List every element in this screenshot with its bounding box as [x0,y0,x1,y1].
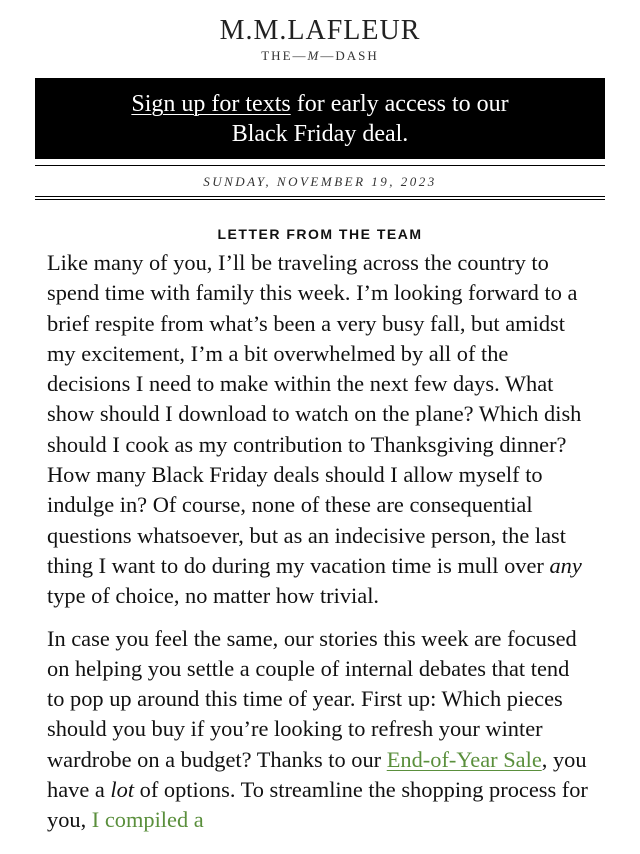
sms-signup-banner [35,78,605,159]
sign-up-for-texts-link[interactable]: Sign up for texts [131,91,291,117]
issue-date: SUNDAY, NOVEMBER 19, 2023 [203,174,437,189]
tagline-m: M [307,48,321,63]
brand-tagline [0,48,640,64]
masthead [0,0,640,64]
banner-text-1: for early access to our [290,91,509,117]
divider [35,199,605,200]
tagline-prefix: THE— [261,48,308,63]
banner-line-1 [35,89,605,119]
banner-line-2: Black Friday deal. [231,121,409,147]
brand-logo[interactable]: M.M.LAFLEUR [219,15,421,46]
paragraph-2-text-3: of options. To streamline the shopping process for you, [47,777,588,833]
paragraph-1 [47,248,592,612]
tagline-suffix: —DASH [320,48,379,63]
paragraph-2 [47,624,592,836]
paragraph-1-text: Like many of you, I’ll be traveling across the country to spend time with family this week. I’m looking forward to a brief respite from what’s been a very busy fall, but amidst my excitement, I’m a bit overwhelmed by all of the decisions I need to make within the next few days. What show should I download to watch on the plane? Which dish should I cook as my contribution to Thanksgiving dinner? How many Black Friday deals should I allow myself to indulge in? Of course, none of these are consequential questions whatsoever, but as an indecisive person, the last thing I want to do during my vacation time is mull over [47,250,582,578]
divider [35,196,605,197]
emphasis-any: any [549,552,582,578]
paragraph-2-text: In case you feel the same, our stories this week are focused on helping you settle a couple of internal debates that tend to pop up around this time of year. First up: Which pieces should you buy if you’re looking to refresh your winter wardrobe on a budget? Thanks to our [47,625,577,772]
compiled-link[interactable]: I compiled a [91,807,204,833]
section-heading: LETTER FROM THE TEAM [217,226,423,242]
end-of-year-sale-link[interactable]: End-of-Year Sale [386,746,542,772]
paragraph-2-text-2: , you have a [47,746,587,803]
paragraph-1-text-end: type of choice, no matter how trivial. [47,583,380,609]
letter-body [47,248,592,836]
emphasis-lot: lot [110,777,135,803]
